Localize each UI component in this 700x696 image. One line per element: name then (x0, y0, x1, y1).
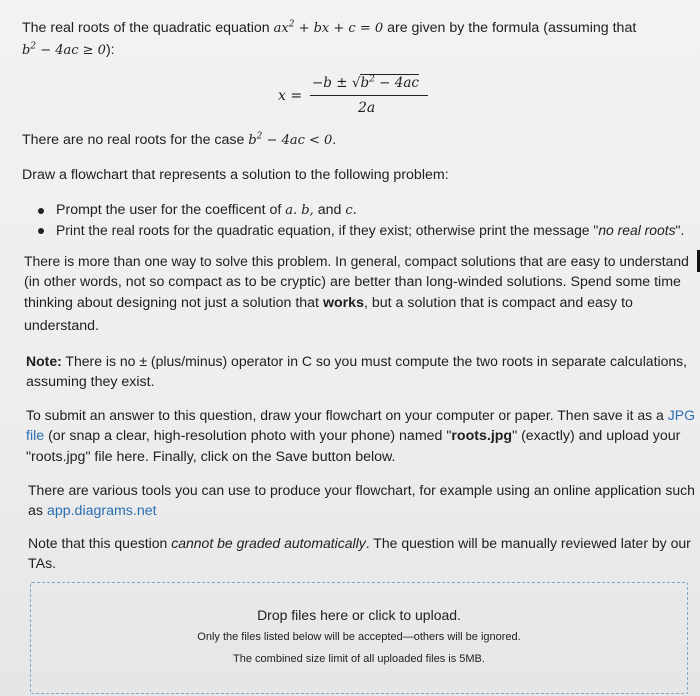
intro-line-2: $b^2 - 4ac \ge 0$): (22, 41, 115, 58)
formula-lhs: x = (278, 88, 303, 104)
formula-denominator: 2a (358, 100, 376, 116)
bullet-2: Print the real roots for the quadratic equation, if they exist; otherwise print the message "no real roots". (56, 222, 685, 238)
dropzone-title: Drop files here or click to upload. (257, 607, 461, 623)
dropzone-size-note: The combined size limit of all uploaded files is 5MB. (233, 653, 485, 665)
note-line-2: assuming they exist. (26, 374, 155, 390)
para1-line-3: thinking about designing not just a solution that works, but a solution that is compact and easy to (24, 295, 633, 311)
tools-line-2: as app.diagrams.net (28, 503, 157, 519)
bullet-1: Prompt the user for the coefficent of a. b, and c. (56, 202, 357, 218)
intro-line-1: The real roots of the quadratic equation $ax^2$ + bx + c = 0 are given by the formula (assuming that (22, 19, 637, 36)
no-roots-line: There are no real roots for the case $b^2 - 4ac < 0$. (22, 131, 337, 148)
bullet-dot-2 (38, 228, 44, 234)
submit-line-3: "roots.jpg" file here. Finally, click on the Save button below. (26, 449, 396, 465)
file-dropzone[interactable] (30, 582, 688, 694)
manual-line-1: Note that this question cannot be graded automatically. The question will be manually reviewed later by our (28, 535, 691, 551)
fraction-bar (310, 95, 428, 96)
para1-line-2: (in other words, not so compact as to be cryptic) are better than long-winded solutions. Spend some time (24, 274, 681, 290)
dropzone-accept-note: Only the files listed below will be accepted—others will be ignored. (197, 631, 521, 643)
manual-line-2: TAs. (28, 556, 57, 572)
diagrams-link[interactable]: app.diagrams.net (46, 503, 157, 519)
jpg-file-link[interactable]: file (26, 428, 45, 444)
note-line-1: Note: There is no ± (plus/minus) operator in C so you must compute the two roots in separate calculations, (26, 353, 688, 369)
bullet-dot-1 (38, 208, 44, 214)
formula-numerator: $-b \pm √b^2 - 4ac$ (312, 74, 419, 91)
task-line: Draw a flowchart that represents a solution to the following problem: (22, 167, 449, 183)
jpg-link[interactable]: JPG (667, 407, 695, 423)
quadratic-formula (278, 74, 438, 124)
submit-line-1: To submit an answer to this question, draw your flowchart on your computer or paper. Then save it as a JPG (26, 407, 695, 423)
para1-line-1: There is more than one way to solve this problem. In general, compact solutions that are easy to understand (24, 253, 689, 269)
submit-line-2: file (or snap a clear, high-resolution photo with your phone) named "roots.jpg" (exactly) and upload your (26, 428, 681, 444)
para1-line-4: understand. (24, 318, 99, 334)
tools-line-1: There are various tools you can use to produce your flowchart, for example using an online application such (28, 482, 695, 498)
